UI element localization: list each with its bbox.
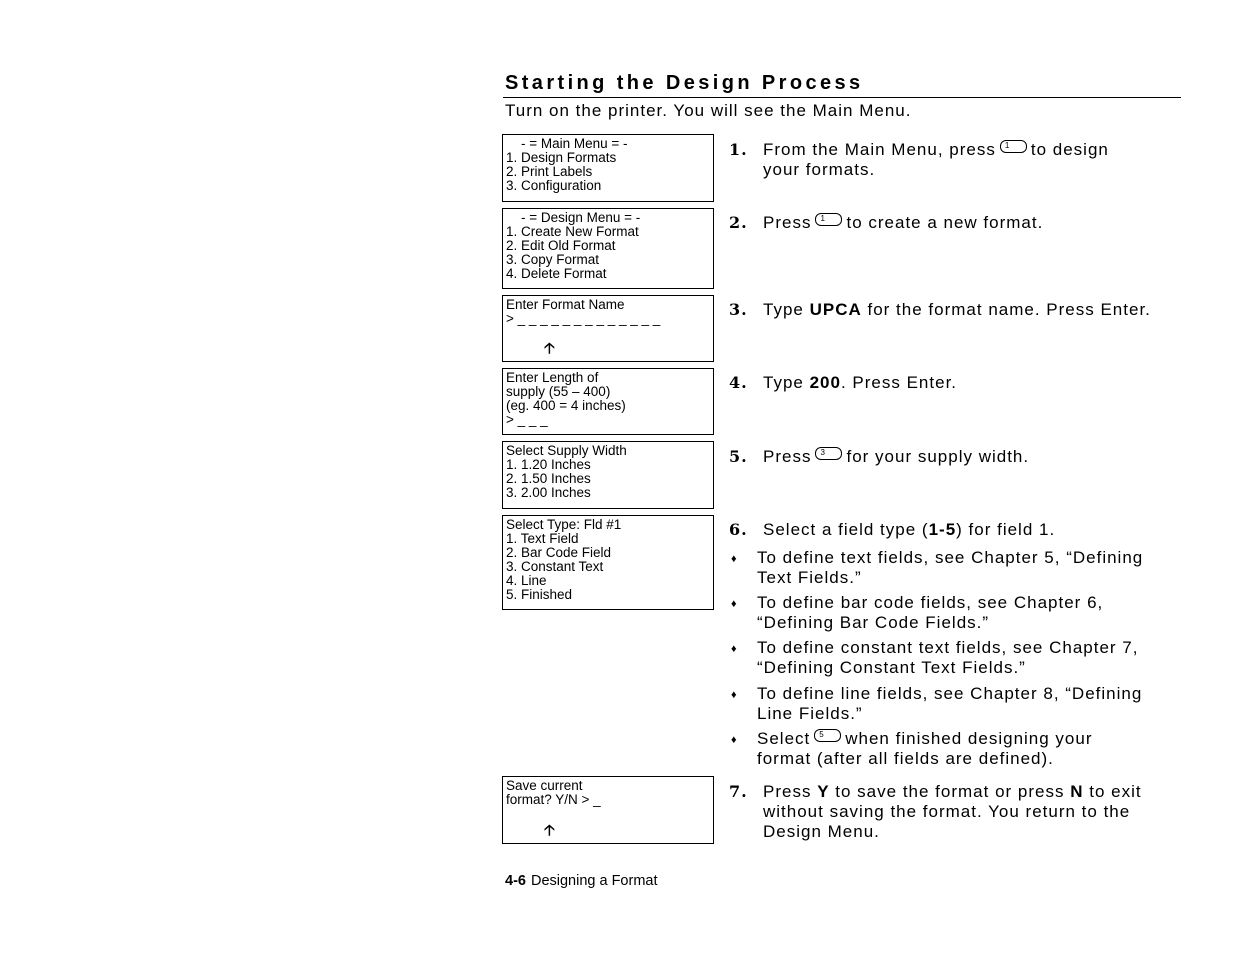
key-1-icon: 1: [1000, 140, 1027, 153]
key-5-icon: 5: [814, 729, 841, 742]
bullet-text: format (after all fields are defined).: [757, 749, 1054, 768]
up-arrow-icon: 🡡: [544, 340, 555, 357]
screen-line: 1. Text Field: [506, 531, 579, 546]
step-number: 7.: [729, 782, 748, 801]
save-format-screen: [502, 776, 714, 844]
page-footer: [505, 873, 658, 889]
diamond-bullet-icon: ♦: [731, 689, 738, 701]
bullet-text: Line Fields.”: [757, 704, 863, 723]
screen-line: > _ _ _: [506, 412, 548, 427]
step-text: Press: [763, 213, 812, 232]
step-text: Type: [763, 373, 804, 392]
step-number: 2.: [729, 213, 748, 232]
bullet-text: “Defining Bar Code Fields.”: [757, 613, 990, 632]
screen-line: - = Design Menu = -: [506, 210, 641, 225]
bullet-text: To define line fields, see Chapter 8, “Defining: [757, 684, 1143, 703]
section-heading: Starting the Design Process: [505, 72, 864, 94]
screen-line: 4. Delete Format: [506, 266, 607, 281]
step-text: Select a field type (: [763, 520, 929, 539]
supply-length-screen: [502, 368, 714, 435]
format-name-value: UPCA: [809, 300, 862, 319]
format-name-screen: [502, 295, 714, 362]
intro-text: Turn on the printer. You will see the Main Menu.: [505, 101, 912, 120]
screen-line: Save current: [506, 778, 583, 793]
step-text: ) for field 1.: [956, 520, 1056, 539]
step-text: Press: [763, 447, 812, 466]
screen-line: 3. 2.00 Inches: [506, 485, 591, 500]
step-text: for the format name. Press Enter.: [867, 300, 1151, 319]
screen-line: Enter Format Name: [506, 297, 625, 312]
step-text: Type: [763, 300, 804, 319]
key-3-icon: 3: [815, 447, 842, 460]
screen-line: (eg. 400 = 4 inches): [506, 398, 626, 413]
diamond-bullet-icon: ♦: [731, 734, 738, 746]
step-text: for your supply width.: [846, 447, 1030, 466]
up-arrow-icon: 🡡: [544, 822, 555, 839]
key-1-icon: 1: [815, 213, 842, 226]
bullet-text: Text Fields.”: [757, 568, 862, 587]
screen-line: 5. Finished: [506, 587, 573, 602]
step-text: to save the format or press: [835, 782, 1065, 801]
bullet-text: Select: [757, 729, 811, 748]
design-menu-screen: [502, 208, 714, 289]
screen-line: Enter Length of: [506, 370, 599, 385]
bullet-text: To define bar code fields, see Chapter 6,: [757, 593, 1104, 612]
bullet-text: when finished designing your: [845, 729, 1093, 748]
step-number: 5.: [729, 447, 748, 466]
step-text: your formats.: [763, 160, 876, 179]
screen-line: 3. Copy Format: [506, 252, 600, 267]
screen-line: 3. Constant Text: [506, 559, 604, 574]
screen-line: 3. Configuration: [506, 178, 602, 193]
step-text: to create a new format.: [846, 213, 1044, 232]
yes-key-label: Y: [817, 782, 830, 801]
step-text: to design: [1030, 140, 1109, 159]
supply-width-screen: [502, 441, 714, 509]
screen-line: 4. Line: [506, 573, 547, 588]
screen-line: 2. Edit Old Format: [506, 238, 616, 253]
screen-line: 2. 1.50 Inches: [506, 471, 591, 486]
screen-line: 1. Design Formats: [506, 150, 617, 165]
diamond-bullet-icon: ♦: [731, 643, 738, 655]
no-key-label: N: [1070, 782, 1084, 801]
length-value: 200: [809, 373, 841, 392]
bullet-text: “Defining Constant Text Fields.”: [757, 658, 1026, 677]
step-text: Press: [763, 782, 812, 801]
screen-line: Select Type: Fld #1: [506, 517, 622, 532]
step-text: . Press Enter.: [840, 373, 958, 392]
step-number: 6.: [729, 520, 748, 539]
main-menu-screen: [502, 134, 714, 202]
field-type-screen: [502, 515, 714, 610]
step-number: 4.: [729, 373, 748, 392]
diamond-bullet-icon: ♦: [731, 598, 738, 610]
screen-line: supply (55 – 400): [506, 384, 611, 399]
page-number: 4-6: [505, 873, 526, 889]
screen-line: 2. Bar Code Field: [506, 545, 612, 560]
field-type-range: 1-5: [928, 520, 957, 539]
step-text: without saving the format. You return to the: [763, 802, 1131, 821]
screen-line: - = Main Menu = -: [506, 136, 628, 151]
step-number: 1.: [729, 140, 748, 159]
step-text: to exit: [1089, 782, 1142, 801]
screen-line: > _ _ _ _ _ _ _ _ _ _ _ _ _: [506, 311, 661, 326]
screen-line: 1. 1.20 Inches: [506, 457, 591, 472]
screen-line: 1. Create New Format: [506, 224, 639, 239]
step-number: 3.: [729, 300, 748, 319]
heading-rule: [503, 97, 1181, 98]
chapter-title: Designing a Format: [530, 873, 658, 889]
diamond-bullet-icon: ♦: [731, 553, 738, 565]
screen-line: 2. Print Labels: [506, 164, 593, 179]
step-text: From the Main Menu, press: [763, 140, 996, 159]
screen-line: Select Supply Width: [506, 443, 627, 458]
step-text: Design Menu.: [763, 822, 880, 841]
bullet-text: To define constant text fields, see Chapter 7,: [757, 638, 1139, 657]
bullet-text: To define text fields, see Chapter 5, “Defining: [757, 548, 1144, 567]
screen-line: format? Y/N > _: [506, 792, 601, 807]
